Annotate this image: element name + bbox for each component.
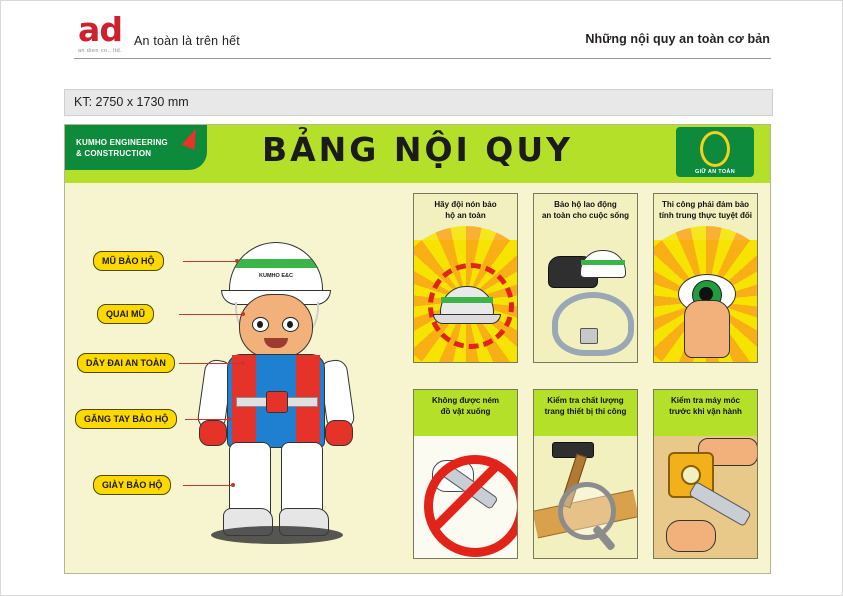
leg-left [229, 442, 271, 516]
callout-dot-helmet [235, 259, 239, 263]
callout-boots: GIÀY BẢO HỘ [93, 475, 171, 495]
helmet-burst-icon [414, 240, 517, 362]
safety-worker-illustration [191, 242, 361, 562]
callout-dot-chinstrap [241, 312, 245, 316]
callout-gloves: GĂNG TAY BẢO HỘ [75, 409, 177, 429]
helmet-stripe [441, 297, 493, 303]
rule-card-helmet [413, 193, 518, 363]
hammer-icon [552, 442, 594, 458]
rule-card-line-2: trang thiết bị thi công [544, 407, 627, 416]
eye-icon [654, 240, 757, 362]
magnifier-lens-icon [558, 482, 616, 540]
rule-card-line-1: Bảo hộ lao động [554, 200, 617, 209]
callout-line-chinstrap [179, 314, 241, 315]
callout-helmet: MŨ BẢO HỘ [93, 251, 164, 271]
helmet-brand-text: KUMHO E&C [259, 273, 293, 279]
rule-card-line-1: Hãy đội nón bảo [434, 200, 497, 209]
company-logo [74, 10, 126, 54]
rule-card-integrity [653, 193, 758, 363]
document-header [1, 1, 843, 71]
torso-vest [227, 354, 325, 448]
helmet-stripe [230, 259, 322, 268]
prohibition-circle-icon [424, 455, 519, 557]
rule-card-no-throwing [413, 389, 518, 559]
character-area [73, 187, 403, 567]
callout-harness: DÂY ĐAI AN TOÀN [77, 353, 175, 373]
rule-card-caption [414, 390, 517, 436]
rule-card-caption [534, 390, 637, 436]
callout-dot-gloves [227, 417, 231, 421]
hand-icon [684, 300, 730, 358]
rule-card-line-2: tính trung thực tuyệt đối [659, 211, 752, 220]
helmet-icon [580, 250, 626, 278]
rule-cards-grid [413, 193, 761, 561]
rule-card-machine-check [653, 389, 758, 559]
face [239, 294, 313, 358]
rule-card-line-1: Thi công phải đảm bảo [661, 200, 750, 209]
helmet-brim [433, 314, 501, 324]
pupil-right [287, 321, 293, 328]
callout-chinstrap: QUAI MŨ [97, 304, 154, 324]
rule-card-equipment-check [533, 389, 638, 559]
rule-card-caption [534, 194, 637, 240]
kumho-line-2: & CONSTRUCTION [76, 149, 152, 158]
eye-left [252, 317, 269, 332]
callout-line-harness [179, 363, 241, 364]
callout-line-gloves [185, 419, 227, 420]
hand-icon [666, 520, 716, 552]
ground-shadow [211, 526, 343, 544]
logo-subtitle: an dien co., ltd. [77, 48, 123, 54]
rule-card-caption [654, 390, 757, 436]
gear-wrench-icon [654, 436, 757, 558]
glove-left-icon [199, 420, 227, 446]
poster-canvas [64, 124, 771, 574]
callout-line-boots [183, 485, 231, 486]
callout-dot-harness [241, 361, 245, 365]
callout-line-helmet [183, 261, 235, 262]
rule-card-line-1: Kiểm tra chất lượng [547, 396, 624, 405]
callout-dot-boots [231, 483, 235, 487]
harness-buckle-icon [266, 391, 288, 413]
leg-right [281, 442, 323, 516]
header-title: Những nội quy an toàn cơ bản [585, 32, 770, 46]
eye-right [282, 317, 299, 332]
glove-right-icon [325, 420, 353, 446]
helmet-stripe [581, 260, 625, 265]
no-throw-icon [414, 436, 517, 558]
pupil-left [257, 321, 263, 328]
safety-seal-badge [676, 127, 754, 177]
seal-ring-icon [700, 131, 730, 167]
mouth [264, 338, 288, 348]
rule-card-line-2: trước khi vận hành [669, 407, 742, 416]
header-slogan: An toàn là trên hết [134, 34, 240, 48]
dimension-bar [64, 89, 773, 116]
rule-card-ppe [533, 193, 638, 363]
rule-card-line-2: đồ vật xuống [440, 407, 491, 416]
dimension-label: KT: 2750 x 1730 mm [74, 95, 189, 109]
header-divider [74, 58, 771, 59]
safety-belt-icon [552, 292, 634, 356]
logo-mark: ad [78, 10, 122, 49]
poster-header-band [65, 125, 770, 183]
rule-card-line-2: hộ an toàn [445, 211, 486, 220]
rule-card-line-1: Kiểm tra máy móc [671, 396, 740, 405]
seal-label: GIỮ AN TOÀN [695, 169, 735, 175]
rule-card-line-2: an toàn cho cuộc sống [541, 211, 630, 220]
ppe-icon [534, 240, 637, 362]
eye-pupil [699, 287, 713, 301]
rule-card-line-1: Không được ném [431, 396, 500, 405]
kumho-line-1: KUMHO ENGINEERING [76, 138, 168, 147]
belt-buckle-icon [580, 328, 598, 344]
poster-title: BẢNG NỘI QUY [261, 130, 574, 169]
magnifier-icon [534, 436, 637, 558]
